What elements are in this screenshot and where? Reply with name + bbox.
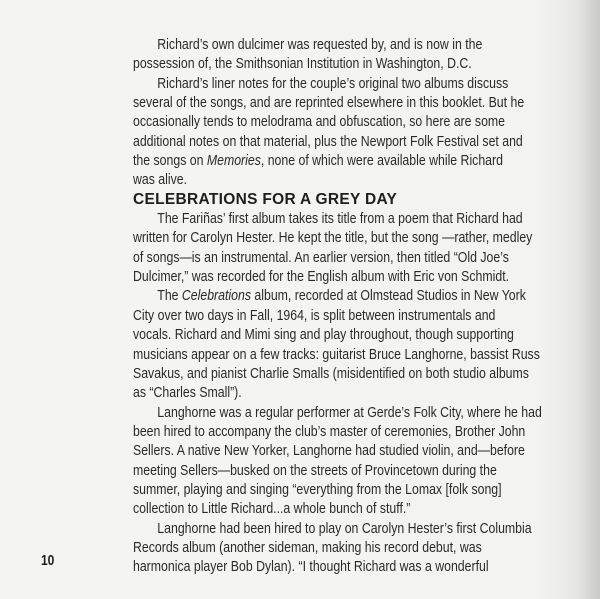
album-title: Celebrations — [181, 287, 251, 305]
section-heading: CELEBRATIONS FOR A GREY DAY — [133, 190, 398, 208]
paragraph — [133, 74, 600, 190]
page-body — [133, 35, 600, 577]
paragraph — [133, 35, 600, 74]
text-line: Savakus, and pianist Charlie Smalls (misidentified on both studio albums — [133, 364, 529, 382]
text-line: Richard’s liner notes for the couple’s original two albums discuss — [157, 74, 509, 92]
text-line: collection to Little Richard...a whole bunch of stuff.” — [133, 500, 411, 518]
text: the songs on — [133, 152, 207, 170]
text-line: summer, playing and singing “everything from the Lomax [folk song] — [133, 480, 502, 498]
text-line: Langhorne was a regular performer at Gerde’s Folk City, where he had — [157, 403, 542, 421]
text-line: musicians appear on a few tracks: guitarist Bruce Langhorne, bassist Russ — [133, 345, 540, 363]
album-title: Memories — [206, 152, 261, 170]
text-line: Langhorne had been hired to play on Carolyn Hester’s first Columbia — [157, 519, 532, 537]
text: The — [157, 287, 182, 305]
text-line: Sellers. A native New Yorker, Langhorne had studied violin, and—before — [133, 442, 525, 460]
paragraph — [133, 519, 600, 577]
text-line: been hired to accompany the club’s master of ceremonies, Brother John — [133, 422, 526, 440]
text-line: vocals. Richard and Mimi sing and play throughout, though supporting — [133, 326, 514, 344]
text-line: was alive. — [133, 171, 188, 189]
text-line: several of the songs, and are reprinted elsewhere in this booklet. But he — [133, 94, 525, 112]
text-line — [133, 151, 587, 170]
text-line: The Fariñas’ first album takes its title from a poem that Richard had — [157, 210, 523, 228]
text-line: Dulcimer,” was recorded for the English album with Eric von Schmidt. — [133, 268, 510, 286]
paragraph — [133, 209, 600, 286]
text-line: of songs—is an instrumental. An earlier version, then titled “Old Joe’s — [133, 248, 509, 266]
text-line: Richard’s own dulcimer was requested by, and is now in the — [157, 36, 483, 53]
text-line — [133, 286, 587, 305]
text-line: possession of, the Smithsonian Institution in Washington, D.C. — [133, 55, 472, 73]
text-line: as “Charles Small”). — [133, 384, 242, 402]
text-line: written for Carolyn Hester. He kept the title, but the song —rather, medley — [133, 229, 533, 247]
text: album, recorded at Olmstead Studios in New York — [250, 287, 526, 305]
text-line: City over two days in Fall, 1964, is split between instrumentals and — [133, 306, 496, 324]
text: , none of which were available while Richard — [260, 152, 503, 170]
text-line: additional notes on that material, plus the Newport Folk Festival set and — [133, 132, 523, 150]
page-number: 10 — [41, 552, 55, 569]
text-line: occasionally tends to melodrama and obfuscation, so here are some — [133, 113, 506, 131]
text-line: Records album (another sideman, making his record debut, was — [133, 538, 482, 556]
paragraph — [133, 403, 600, 519]
text-line: harmonica player Bob Dylan). “I thought Richard was a wonderful — [133, 558, 489, 576]
text-line: meeting Sellers—busked on the streets of Provincetown during the — [133, 461, 497, 479]
paragraph — [133, 286, 600, 402]
